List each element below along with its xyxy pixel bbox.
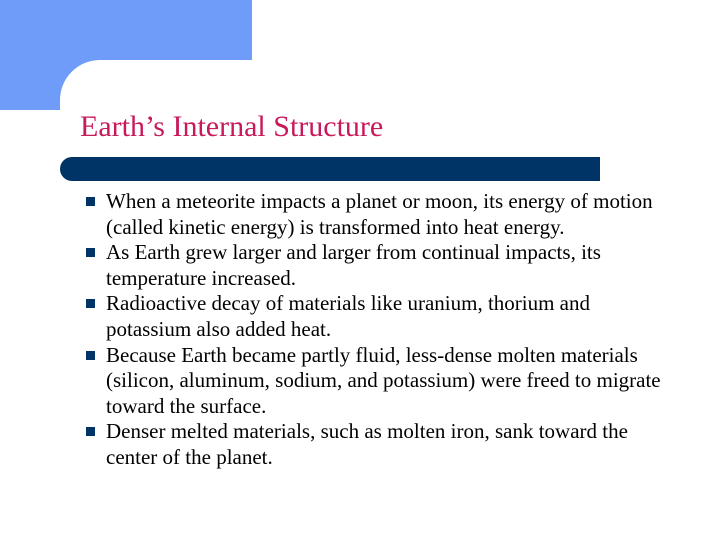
bullet-item [80,189,680,240]
bullet-list [80,189,680,471]
bullet-item [80,419,680,470]
bullet-item [80,343,680,420]
square-bullet-icon [86,351,95,360]
square-bullet-icon [86,299,95,308]
slide-title: Earth’s Internal Structure [80,110,384,143]
square-bullet-icon [86,197,95,206]
square-bullet-icon [86,248,95,257]
square-bullet-icon [86,427,95,436]
bullet-text: Radioactive decay of materials like uranium, thorium and potassium also added heat. [106,291,591,341]
bullet-item [80,240,680,291]
bullet-text: Because Earth became partly fluid, less-dense molten materials (silicon, aluminum, sodium, and potassium) were freed to migrate toward the surface. [106,342,661,418]
bullet-text: Denser melted materials, such as molten iron, sank toward the center of the planet. [106,419,628,469]
bullet-item [80,291,680,342]
bullet-text: As Earth grew larger and larger from continual impacts, its temperature increased. [106,240,601,290]
title-underline-bar [60,157,600,181]
bullet-text: When a meteorite impacts a planet or moon, its energy of motion (called kinetic energy) is transformed into heat energy. [106,189,653,239]
